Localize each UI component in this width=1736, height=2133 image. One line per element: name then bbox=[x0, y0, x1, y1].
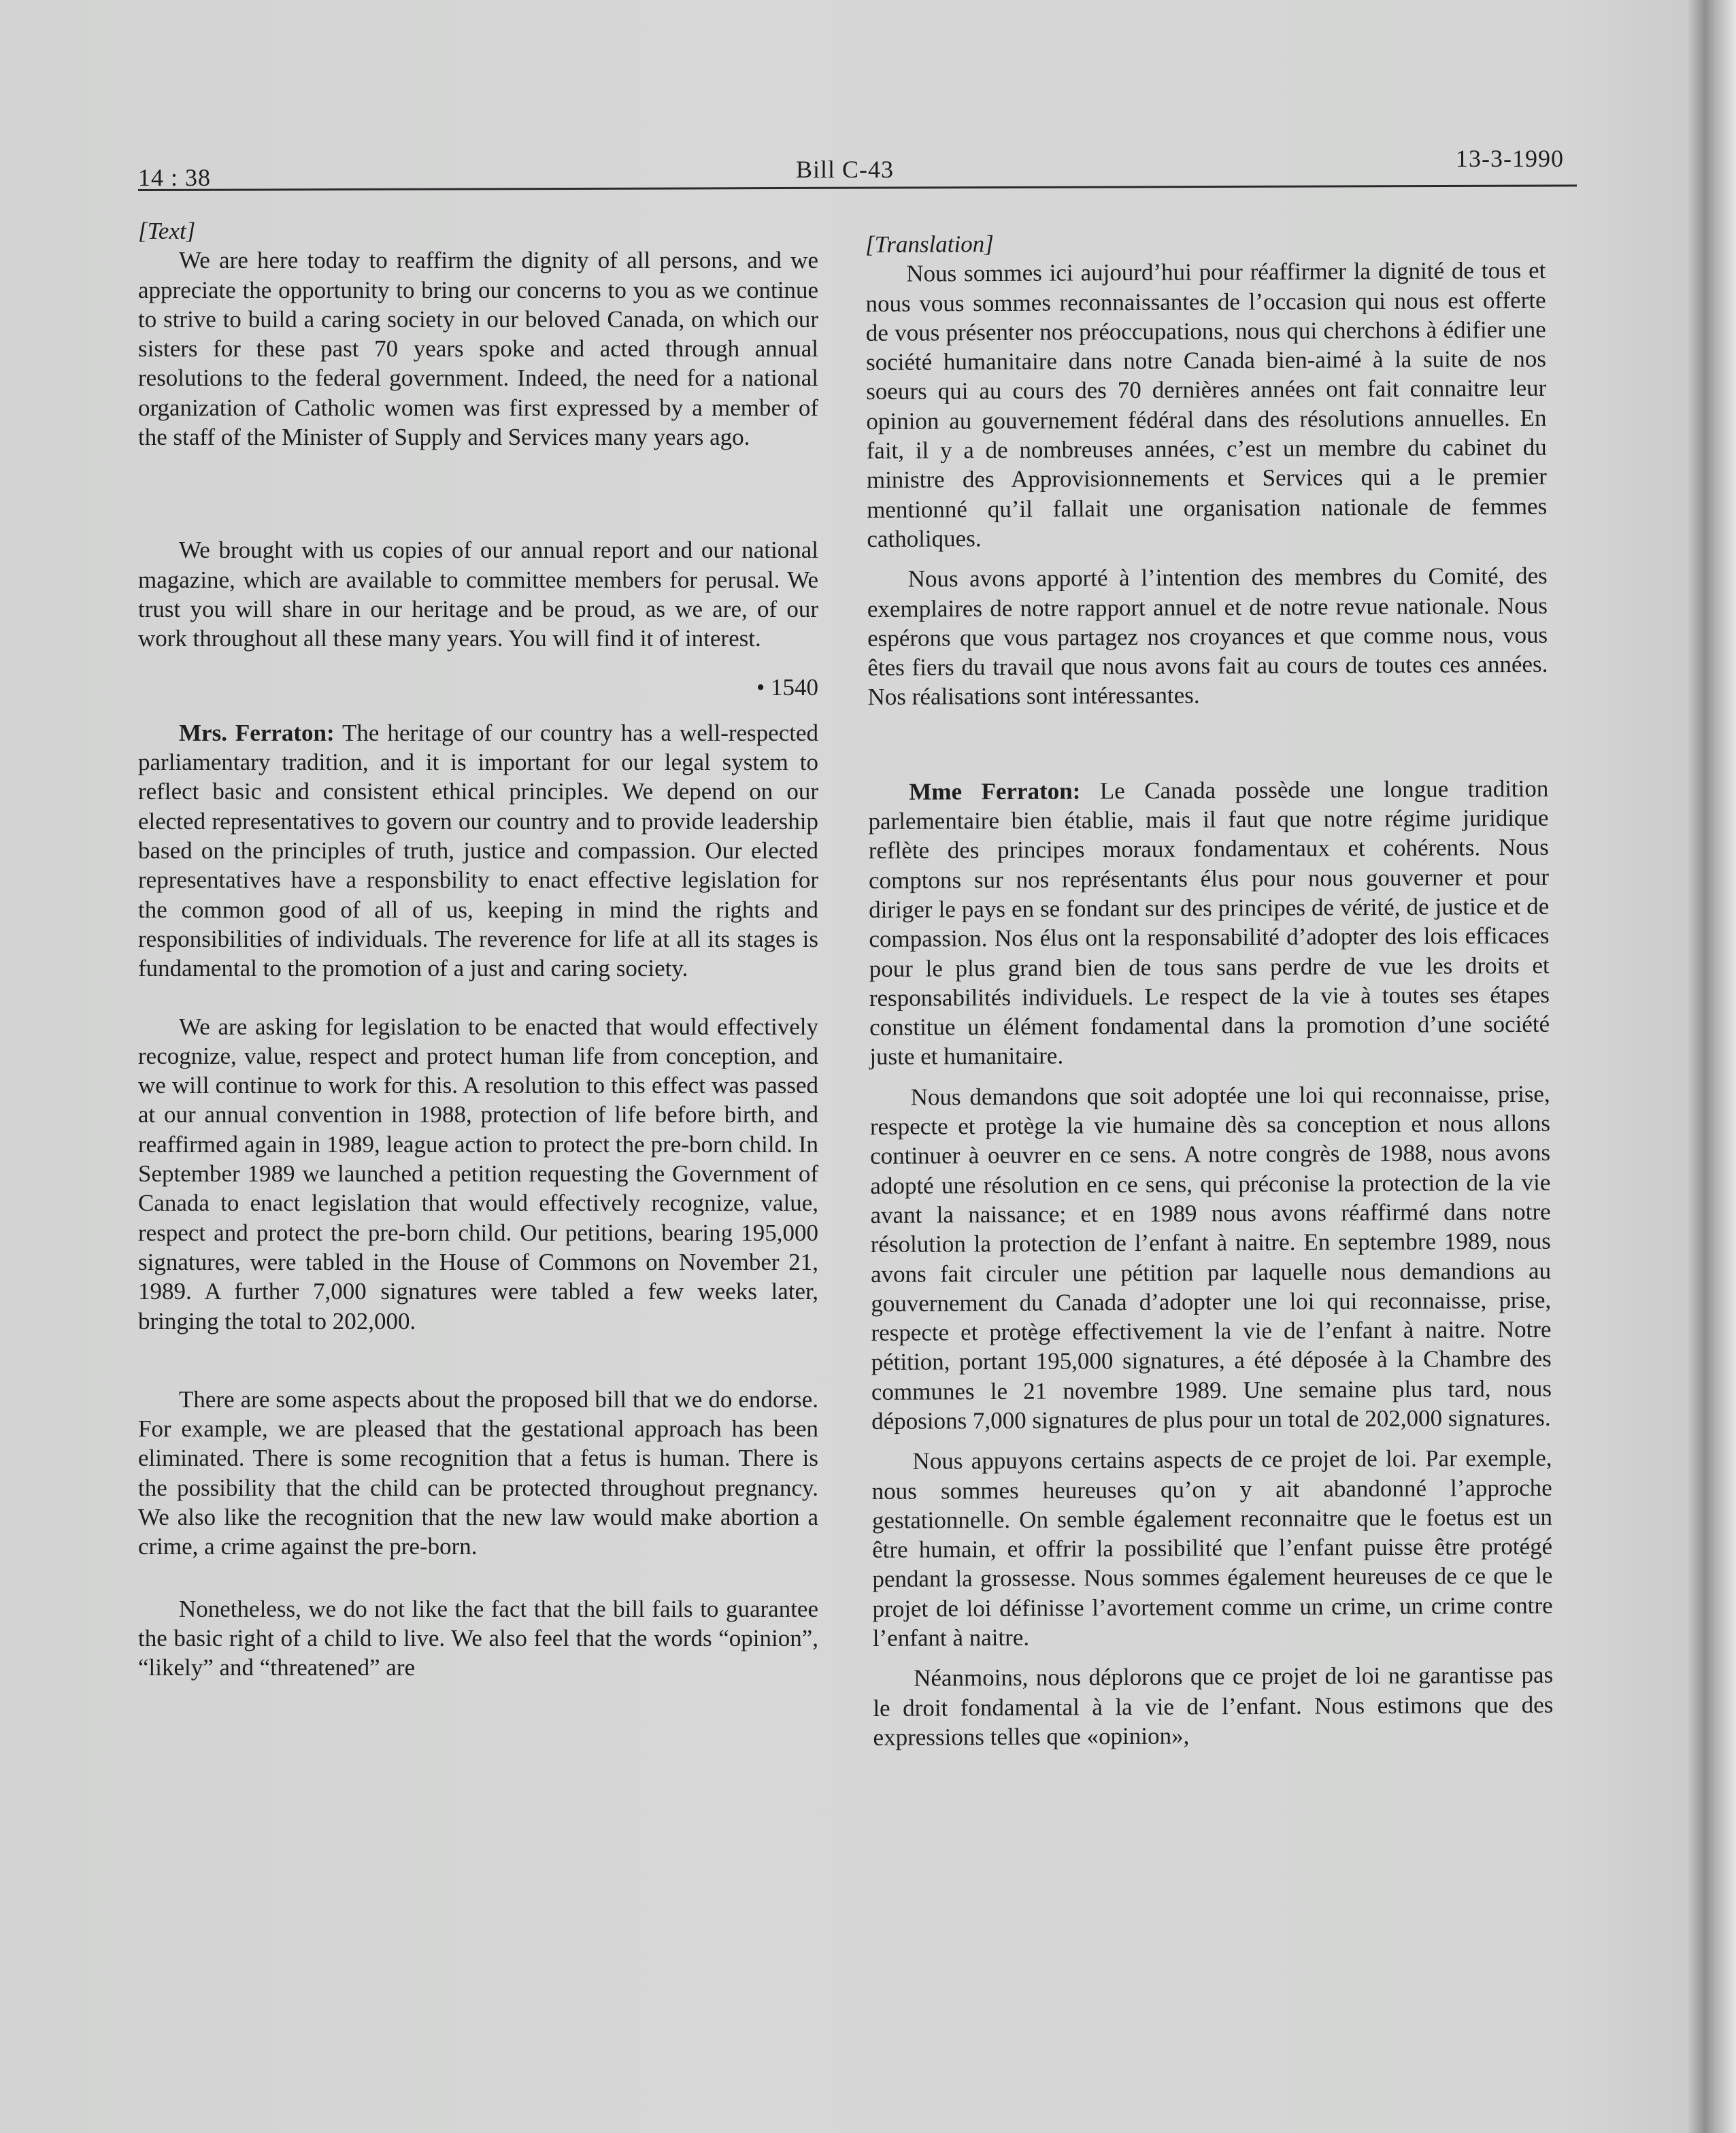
french-paragraph-1: Nous sommes ici aujourd’hui pour réaffirmer la dignité de tous et nous vous sommes reconnaissantes de l’occasion qui nous est offerte de vous présenter nos préoccupations, nous qui cherchons à édifier une société humanitaire dans notre Canada bien-aimé à la suite de nos soeurs qui au cours des 70 dernières années ont fait connaitre leur opinion au gouvernement fédéral dans des résolutions annuelles. En fait, il y a de nombreuses années, c’est un membre du cabinet du ministre des Approvisionnements et Services qui a le premier mentionné qu’il fallait une organisation nationale de femmes catholiques. bbox=[865, 257, 1548, 552]
french-paragraph-3 bbox=[868, 774, 1550, 1072]
time-marker: • 1540 bbox=[756, 673, 818, 701]
speaker-name-fr: Mme Ferraton: bbox=[909, 777, 1081, 805]
english-paragraph-3-text: The heritage of our country has a well-respected parliamentary tradition, and it is important for our legal system to reflect basic and consistent ethical principles. We depend on our elected representatives to govern our country and to provide leadership based on the principles of truth, justice and compassion. Our elected representatives have a responsbility to enact effective legislation for the common good of all of us, keeping in mind the rights and responsibilities of individuals. The reverence for life at all its stages is fundamental to the promotion of a just and caring society. bbox=[138, 719, 819, 982]
text-label: [Text] bbox=[138, 218, 196, 244]
page-edge bbox=[1688, 0, 1736, 2133]
header-rule bbox=[138, 184, 1577, 191]
english-paragraph-5: There are some aspects about the proposed bill that we do endorse. For example, we are pleased that the gestational approach has been eliminated. There is some recognition that a fetus is human. There is the possibility that the child can be protected throughout pregnancy. We also like the recognition that the new law would make abortion a crime, a crime against the pre-born. bbox=[138, 1385, 818, 1560]
french-paragraph-5: Nous appuyons certains aspects de ce projet de loi. Par exemple, nous sommes heureuses qu’on y ait abandonné l’approche gestationnelle. On semble également reconnaitre que le foetus est un être humain, et offrir la possibilité que l’enfant puisse être protégé pendant la grossesse. Nous sommes également heureuses de ce que le projet de loi définisse l’avortement comme un crime, un crime contre l’enfant à naitre. bbox=[871, 1445, 1553, 1652]
english-paragraph-3 bbox=[138, 718, 818, 984]
translation-label: [Translation] bbox=[865, 231, 994, 258]
page-number: 14 : 38 bbox=[138, 164, 212, 191]
document-date: 13-3-1990 bbox=[1456, 145, 1564, 172]
french-paragraph-6: Néanmoins, nous déplorons que ce projet de loi ne garantisse pas le droit fondamental à la vie de l’enfant. Nous estimons que des expressions telles que «opinion», bbox=[873, 1662, 1554, 1751]
english-paragraph-2: We brought with us copies of our annual report and our national magazine, which are available to committee members for perusal. We trust you will share in our heritage and be proud, as we are, of our work throughout all these many years. You will find it of interest. bbox=[138, 537, 818, 652]
speaker-name: Mrs. Ferraton: bbox=[179, 719, 335, 746]
english-paragraph-4: We are asking for legislation to be enacted that would effectively recognize, value, respect and protect human life from conception, and we will continue to work for this. A resolution to this effect was passed at our annual convention in 1988, protection of life before birth, and reaffirmed again in 1989, league action to protect the pre-born child. In September 1989 we launched a petition requesting the Government of Canada to enact legislation that would effectively recognize, value, respect and protect the pre-born child. Our petitions, bearing 195,000 signatures, were tabled in the House of Commons on November 21, 1989. A further 7,000 signatures were tabled a few weeks later, bringing the total to 202,000. bbox=[138, 1013, 818, 1334]
document-title: Bill C-43 bbox=[796, 156, 895, 183]
french-paragraph-3-text: Le Canada possède une longue tradition parlementaire bien établie, mais il faut que notre régime juridique reflète des principes moraux fondamentaux et cohérents. Nous comptons sur nos représentants élus pour nous gouverner et pour diriger le pays en se fondant sur des principes de vérité, de justice et de compassion. Nos élus ont la responsabilité d’adopter des lois efficaces pour le plus grand bien de tous sans perdre de vue les droits et responsabilités individuels. Le respect de la vie à toutes ses étapes constitue un élément fondamental dans la promotion d’une société juste et humanitaire. bbox=[868, 775, 1550, 1071]
french-paragraph-4: Nous demandons que soit adoptée une loi qui reconnaisse, prise, respecte et protège la vie humaine dès sa conception et nous allons continuer à oeuvrer en ce sens. A notre congrès de 1988, nous avons adopté une résolution en ce sens, qui préconise la protection de la vie avant la naissance; et en 1989 nous avons réaffirmé dans notre résolution la protection de l’enfant à naitre. En septembre 1989, nous avons fait circuler une pétition par laquelle nous demandions au gouvernement du Canada d’adopter une loi qui reconnaisse, prise, respecte et protège effectivement la vie de l’enfant à naitre. Notre pétition, portant 195,000 signatures, a été déposée à la Chambre des communes le 21 novembre 1989. Une semaine plus tard, nous déposions 7,000 signatures de plus pour un total de 202,000 signatures. bbox=[869, 1080, 1552, 1434]
english-paragraph-1: We are here today to reaffirm the dignity of all persons, and we appreciate the opportunity to bring our concerns to you as we continue to strive to build a caring society in our beloved Canada, on which our sisters for these past 70 years spoke and acted through annual resolutions to the federal government. Indeed, the need for a national organization of Catholic women was first expressed by a member of the staff of the Minister of Supply and Services many years ago. bbox=[138, 247, 818, 451]
page-header bbox=[0, 0, 1687, 204]
french-paragraph-2: Nous avons apporté à l’intention des membres du Comité, des exemplaires de notre rapport annuel et de notre revue nationale. Nous espérons que vous partagez nos croyances et que comme nous, vous êtes fiers du travail que nous avons fait au cours de toutes ces années. Nos réalisations sont intéressantes. bbox=[867, 562, 1548, 711]
english-column bbox=[138, 216, 818, 1682]
french-column bbox=[865, 226, 1554, 1752]
english-paragraph-6: Nonetheless, we do not like the fact that the bill fails to guarantee the basic right of a child to live. We also feel that the words “opinion”, “likely” and “threatened” are bbox=[138, 1595, 818, 1681]
